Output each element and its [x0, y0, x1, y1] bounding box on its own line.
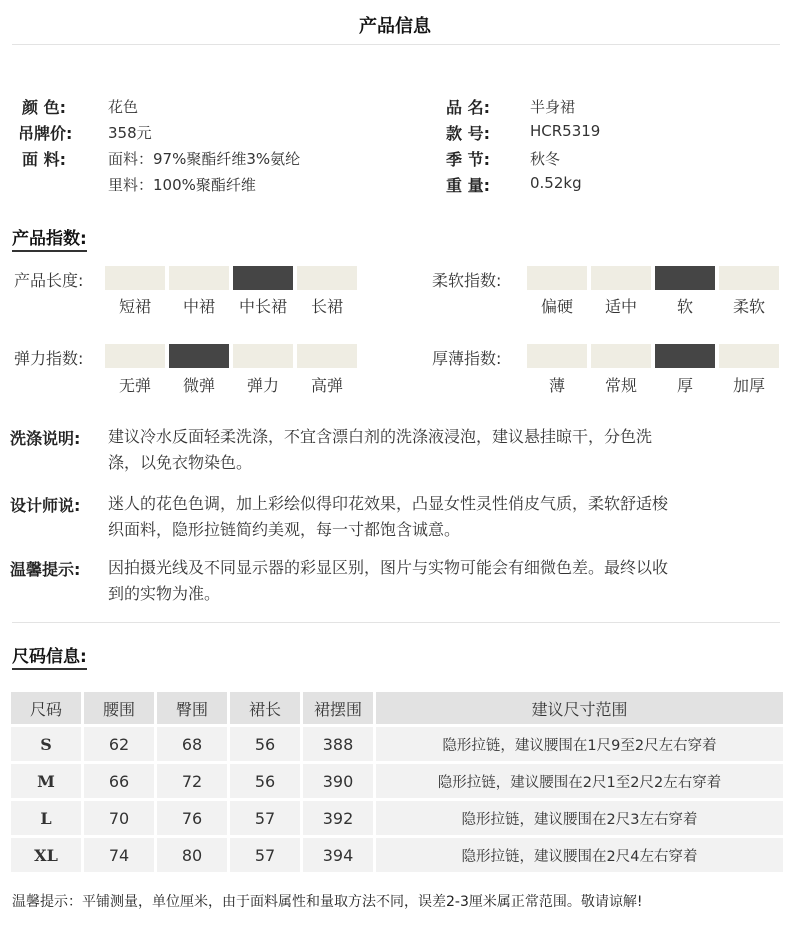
length-cell: 56	[230, 764, 300, 798]
info-label-price: 吊牌价:	[18, 124, 73, 143]
index-label: 产品长度:	[14, 271, 84, 290]
index-option: 薄	[548, 376, 565, 395]
info-label-weight: 重 量:	[446, 176, 490, 195]
info-value-season: 秋冬	[530, 150, 561, 168]
size-cell: M	[11, 764, 81, 798]
index-cell	[169, 266, 229, 290]
index-cell	[105, 344, 165, 368]
index-cell	[233, 344, 293, 368]
waist-cell: 70	[84, 801, 154, 835]
index-option: 中长裙	[238, 297, 287, 316]
col-header: 裙长	[230, 692, 300, 724]
wash-label: 洗涤说明:	[10, 429, 81, 448]
recommend-cell: 隐形拉链，建议腰围在2尺4左右穿着	[376, 838, 783, 872]
size-section-title: 尺码信息:	[12, 642, 87, 670]
title-divider	[12, 44, 780, 45]
size-table	[8, 689, 786, 875]
info-value-lining: 里料：100%聚酯纤维	[108, 176, 256, 194]
col-header: 尺码	[11, 692, 81, 724]
index-cell	[105, 266, 165, 290]
length-cell: 57	[230, 801, 300, 835]
info-label-sku: 款 号:	[446, 124, 490, 143]
index-option: 偏硬	[540, 297, 573, 316]
index-section-title: 产品指数:	[12, 224, 87, 252]
wash-line-2: 涤，以免衣物染色。	[108, 453, 253, 472]
size-cell: XL	[11, 838, 81, 872]
index-label: 弹力指数:	[14, 349, 84, 368]
index-cell	[591, 266, 651, 290]
info-value-name: 半身裙	[530, 98, 576, 116]
designer-label: 设计师说:	[10, 496, 81, 515]
waist-cell: 62	[84, 727, 154, 761]
tips-line-1: 因拍摄光线及不同显示器的彩显区别，图片与实物可能会有细微色差。最终以收	[108, 558, 669, 577]
index-option: 弹力	[246, 376, 279, 395]
recommend-cell: 隐形拉链，建议腰围在2尺1至2尺2左右穿着	[376, 764, 783, 798]
index-cell	[233, 266, 293, 290]
info-label-color: 颜 色:	[22, 98, 66, 117]
index-cell	[719, 344, 779, 368]
index-cell	[719, 266, 779, 290]
index-cell	[297, 344, 357, 368]
recommend-cell: 隐形拉链，建议腰围在1尺9至2尺左右穿着	[376, 727, 783, 761]
hip-cell: 76	[157, 801, 227, 835]
col-header: 裙摆围	[303, 692, 373, 724]
info-value-weight: 0.52kg	[530, 174, 582, 192]
col-header: 建议尺寸范围	[376, 692, 783, 724]
hip-cell: 80	[157, 838, 227, 872]
index-option: 适中	[604, 297, 637, 316]
size-cell: S	[11, 727, 81, 761]
hip-cell: 68	[157, 727, 227, 761]
hem-cell: 388	[303, 727, 373, 761]
index-option: 软	[676, 297, 693, 316]
index-cell	[297, 266, 357, 290]
index-option: 高弹	[310, 376, 343, 395]
col-header: 臀围	[157, 692, 227, 724]
info-label-season: 季 节:	[446, 150, 490, 169]
wash-line-1: 建议冷水反面轻柔洗涤，不宜含漂白剂的洗涤液浸泡，建议悬挂晾干，分色洗	[108, 427, 653, 446]
index-cell	[169, 344, 229, 368]
hem-cell: 390	[303, 764, 373, 798]
index-option: 厚	[676, 376, 693, 395]
table-row	[11, 727, 783, 761]
hem-cell: 394	[303, 838, 373, 872]
table-row	[11, 801, 783, 835]
tips-line-2: 到的实物为准。	[108, 584, 221, 603]
info-value-fabric: 面料：97%聚酯纤维3%氨纶	[108, 150, 301, 168]
waist-cell: 66	[84, 764, 154, 798]
designer-line-2: 织面料，隐形拉链简约美观，每一寸都饱含诚意。	[108, 520, 461, 539]
index-option: 微弹	[182, 376, 215, 395]
hem-cell: 392	[303, 801, 373, 835]
section-divider	[12, 622, 780, 623]
index-cell	[655, 344, 715, 368]
tips-label: 温馨提示:	[10, 560, 81, 579]
designer-line-1: 迷人的花色色调，加上彩绘似得印花效果，凸显女性灵性俏皮气质，柔软舒适梭	[108, 494, 669, 513]
recommend-cell: 隐形拉链，建议腰围在2尺3左右穿着	[376, 801, 783, 835]
index-cell	[591, 344, 651, 368]
index-option: 加厚	[732, 376, 765, 395]
index-label: 柔软指数:	[432, 271, 502, 290]
info-value-color: 花色	[108, 98, 139, 116]
info-value-sku: HCR5319	[530, 122, 601, 140]
index-option: 中裙	[182, 297, 215, 316]
index-cell	[527, 344, 587, 368]
index-label: 厚薄指数:	[432, 349, 502, 368]
index-option: 短裙	[118, 297, 151, 316]
index-option: 长裙	[310, 297, 343, 316]
info-label-name: 品 名:	[446, 98, 490, 117]
waist-cell: 74	[84, 838, 154, 872]
size-table-header	[11, 692, 783, 724]
length-cell: 56	[230, 727, 300, 761]
info-value-price: 358元	[108, 124, 152, 142]
hip-cell: 72	[157, 764, 227, 798]
index-cell	[655, 266, 715, 290]
table-row	[11, 764, 783, 798]
index-option: 常规	[604, 376, 637, 395]
page-title: 产品信息	[359, 16, 431, 37]
footer-note: 温馨提示：平铺测量，单位厘米，由于面料属性和量取方法不同，误差2-3厘米属正常范围。敬请谅解!	[12, 894, 643, 910]
size-cell: L	[11, 801, 81, 835]
col-header: 腰围	[84, 692, 154, 724]
table-row	[11, 838, 783, 872]
info-label-fabric: 面 料:	[22, 150, 66, 169]
index-cell	[527, 266, 587, 290]
index-option: 柔软	[732, 297, 765, 316]
index-option: 无弹	[118, 376, 151, 395]
length-cell: 57	[230, 838, 300, 872]
